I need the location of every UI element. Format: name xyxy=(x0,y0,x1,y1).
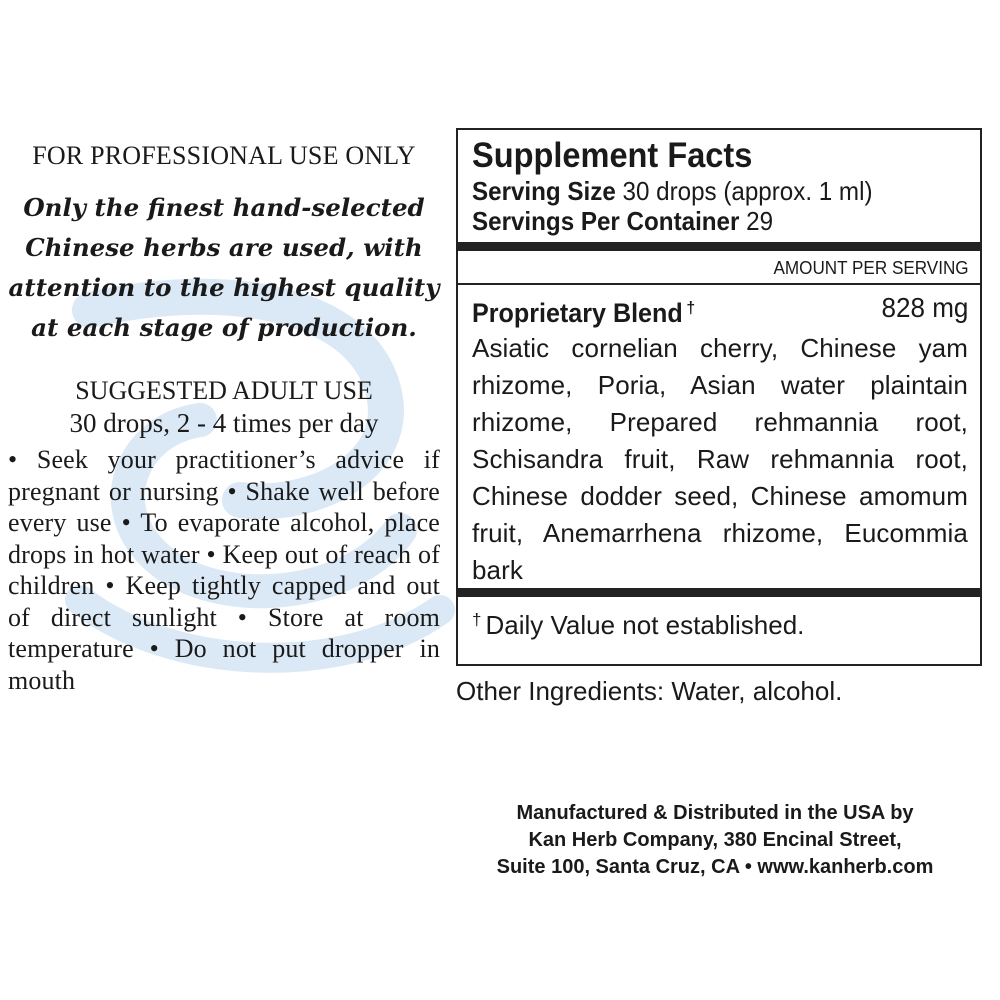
manufacturer-info xyxy=(460,800,970,881)
servings-per-container-row xyxy=(472,206,933,236)
manufacturer-line: Suite 100, Santa Cruz, CA • www.kanherb.com xyxy=(496,856,934,878)
servings-value: 29 xyxy=(746,206,774,236)
tagline-line: at each stage of production. xyxy=(31,313,417,342)
blend-name xyxy=(472,291,695,330)
serving-size-value: 30 drops (approx. 1 ml) xyxy=(622,176,873,206)
tagline-line: Only the finest hand-selected xyxy=(23,193,425,222)
daily-value-footnote xyxy=(458,597,980,642)
tagline-line: attention to the highest quality xyxy=(8,273,440,302)
blend-ingredients: Asiatic cornelian cherry, Chinese yam rhizome, Poria, Asian water plaintain rhizome, Prepared rehmannia root, Schisandra fruit, Raw rehmannia root, Chinese dodder seed, Chinese amomum fruit, Anemarrhena rhizome, Eucommia bark xyxy=(472,332,968,585)
suggested-dose: 30 drops, 2 - 4 times per day xyxy=(69,408,379,438)
thick-divider xyxy=(458,242,980,251)
left-column xyxy=(8,138,440,696)
dagger-symbol: † xyxy=(472,609,482,629)
facts-title: Supplement Facts xyxy=(472,136,753,175)
facts-header xyxy=(458,130,980,242)
dagger-symbol: † xyxy=(686,297,696,317)
serving-size-row xyxy=(472,176,933,206)
usage-directions: • Seek your practitioner’s advice if pregnant or nursing • Shake well before every use • To evaporate alcohol, place drops in hot water • Keep out of reach of children • Keep tightly capped and out of direct sunlight • Store at room temperature • Do not put dropper in mouth xyxy=(8,445,440,695)
supplement-facts-panel xyxy=(456,128,982,666)
manufacturer-line: Kan Herb Company, 380 Encinal Street, xyxy=(528,829,902,851)
blend-amount: 828 mg xyxy=(881,291,968,323)
blend-name-text: Proprietary Blend xyxy=(472,297,683,328)
daily-value-text: Daily Value not established. xyxy=(485,609,805,640)
amount-per-serving-header: AMOUNT PER SERVING xyxy=(773,258,969,278)
servings-label: Servings Per Container xyxy=(472,206,740,236)
quality-tagline xyxy=(8,188,440,348)
suggested-use-heading: SUGGESTED ADULT USE xyxy=(75,376,373,405)
thick-divider xyxy=(458,588,980,597)
serving-size-label: Serving Size xyxy=(472,176,616,206)
proprietary-blend-row xyxy=(458,285,980,330)
professional-use-heading: FOR PROFESSIONAL USE ONLY xyxy=(32,141,416,170)
manufacturer-line: Manufactured & Distributed in the USA by xyxy=(516,802,914,824)
other-ingredients: Other Ingredients: Water, alcohol. xyxy=(456,676,843,706)
tagline-line: Chinese herbs are used, with xyxy=(25,233,423,262)
